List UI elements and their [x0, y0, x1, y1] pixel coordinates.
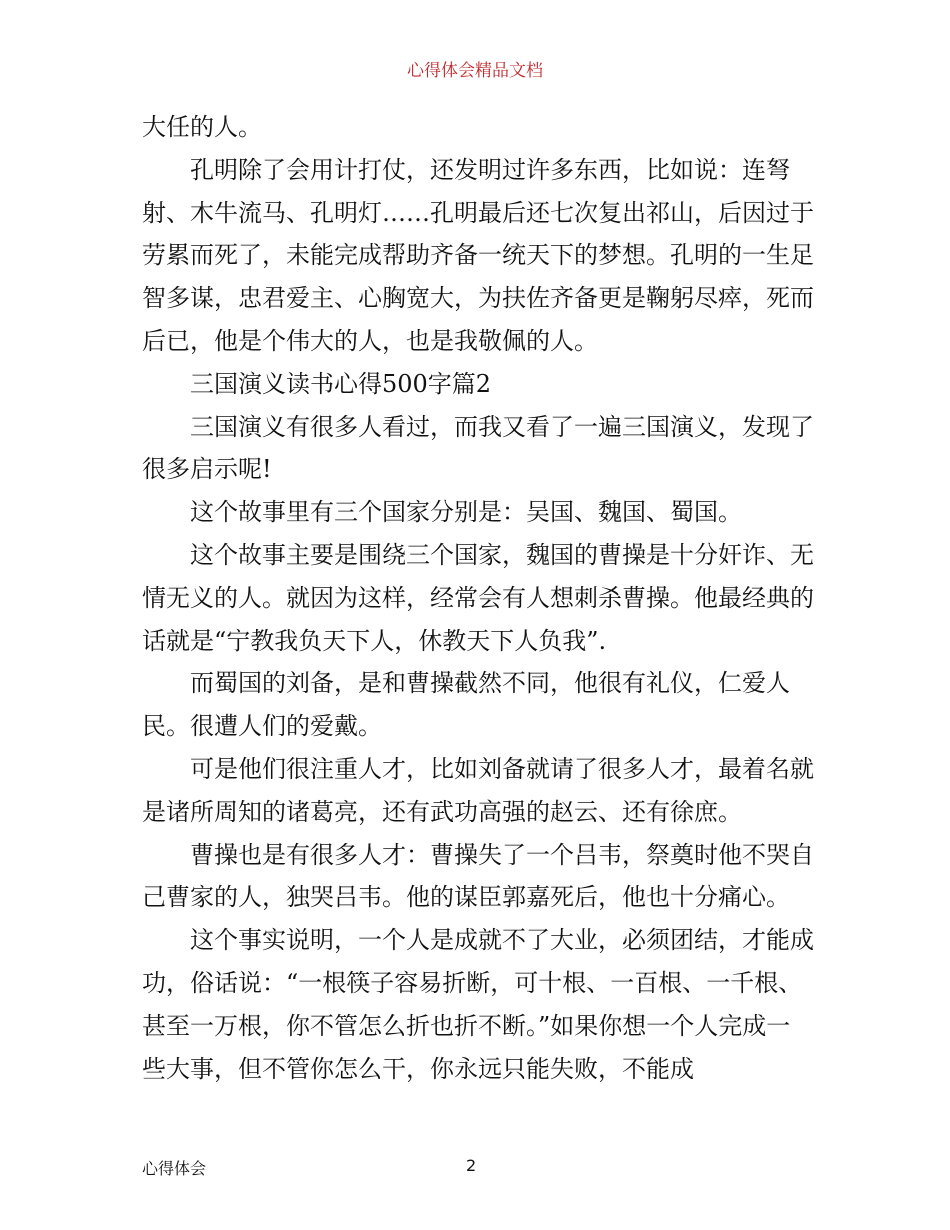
paragraph: 曹操也是有很多人才：曹操失了一个吕韦，祭奠时他不哭自己曹家的人，独哭吕韦。他的谋臣郭嘉死后，他也十分痛心。: [142, 840, 814, 912]
page-header-title: 心得体会精品文档: [407, 61, 543, 81]
paragraph: 这个故事主要是围绕三个国家，魏国的曹操是十分奸诈、无情无义的人。就因为这样，经常会有人想刺杀曹操。他最经典的话就是“宁教我负天下人，休教天下人负我”.: [142, 540, 814, 655]
paragraph: 三国演义有很多人看过，而我又看了一遍三国演义，发现了很多启示呢!: [142, 412, 814, 484]
paragraph: 可是他们很注重人才，比如刘备就请了很多人才，最着名就是诸所周知的诸葛亮，还有武功高强的赵云、还有徐庶。: [142, 754, 814, 826]
paragraph: 这个故事里有三个国家分别是：吴国、魏国、蜀国。: [190, 498, 742, 527]
paragraph: 孔明除了会用计打仗，还发明过许多东西，比如说：连弩射、木牛流马、孔明灯……孔明最后还七次复出祁山，后因过于劳累而死了，未能完成帮助齐备一统天下的梦想。孔明的一生足智多谋，忠君爱主、心胸宽大，为扶佐齐备更是鞠躬尽瘁，死而后已，他是个伟大的人，也是我敬佩的人。: [142, 155, 814, 355]
footer-label: 心得体会: [142, 1159, 207, 1178]
paragraph: 这个事实说明，一个人是成就不了大业，必须团结，才能成功，俗话说：“一根筷子容易折断，可十根、一百根、一千根、甚至一万根，你不管怎么折也折不断。”如果你想一个人完成一些大事，但不管你怎么干，你永远只能失败，不能成: [142, 926, 814, 1083]
page-number: 2: [466, 1156, 477, 1175]
section-heading: 三国演义读书心得500字篇2: [190, 369, 492, 398]
paragraph: 而蜀国的刘备，是和曹操截然不同，他很有礼仪，仁爱人民。很遭人们的爱戴。: [142, 669, 790, 741]
paragraph: 大任的人。: [142, 113, 262, 141]
document-body: [142, 106, 814, 1090]
